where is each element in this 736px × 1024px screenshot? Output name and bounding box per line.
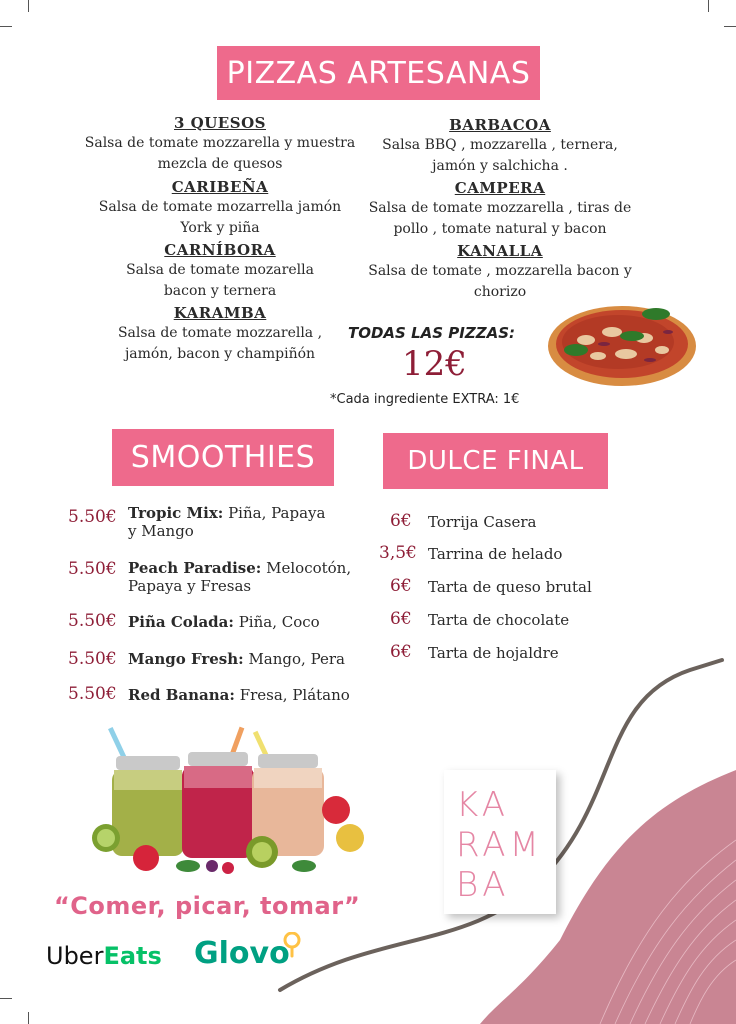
dessert-price: 6€ — [390, 642, 412, 662]
pizza-name: KARAMBA — [173, 304, 267, 322]
pizza-item — [350, 242, 650, 303]
logo-line: BA — [456, 865, 510, 905]
pizza-desc: Salsa de tomate mozzarella , tiras de — [368, 200, 632, 216]
smoothie-desc: Fresa, Plátano — [239, 686, 350, 704]
pizza-name: 3 QUESOS — [174, 114, 266, 132]
pizza-desc: Salsa de tomate mozarella — [126, 262, 314, 278]
pizza-item — [60, 114, 380, 175]
pizza-name: BARBACOA — [449, 116, 551, 134]
smoothie-price: 5.50€ — [68, 611, 117, 631]
pizza-name: CAMPERA — [454, 179, 546, 197]
smoothie-price: 5.50€ — [68, 684, 117, 704]
all-pizzas-price: 12€ — [402, 344, 467, 384]
pizza-desc: Salsa de tomate mozzarella y muestra — [84, 135, 356, 151]
dulce-title-banner — [383, 433, 608, 489]
glovo-pin-icon — [283, 932, 301, 958]
pizza-desc: Salsa BBQ , mozzarella , ternera, — [382, 137, 618, 153]
smoothie-desc: Papaya y Fresas — [128, 577, 252, 595]
pizza-name: CARIBEÑA — [171, 178, 269, 196]
smoothie-name: Mango Fresh: — [128, 650, 244, 668]
pizza-desc: mezcla de quesos — [157, 156, 283, 172]
glovo-logo — [194, 936, 290, 971]
pizza-desc: pollo , tomate natural y bacon — [393, 221, 607, 237]
smoothie-name: Piña Colada: — [128, 613, 234, 631]
pizza-desc: chorizo — [473, 284, 527, 300]
slogan: “Comer, picar, tomar” — [54, 892, 361, 920]
smoothie-text — [128, 613, 320, 631]
dessert-price: 3,5€ — [379, 543, 417, 563]
dessert-name: Tarta de hojaldre — [428, 644, 559, 662]
pizza-item — [60, 304, 380, 365]
smoothie-price: 5.50€ — [68, 507, 117, 527]
pizza-desc: York y piña — [180, 220, 260, 236]
dessert-name: Tarta de queso brutal — [428, 578, 592, 596]
pizza-desc: jamón, bacon y champiñón — [124, 346, 316, 362]
smoothie-desc: y Mango — [128, 522, 194, 540]
dulce-title: DULCE FINAL — [407, 446, 584, 476]
smoothie-desc: Melocotón, — [266, 559, 352, 577]
smoothie-text — [128, 559, 351, 595]
smoothie-desc: Mango, Pera — [248, 650, 345, 668]
smoothie-desc: Piña, Coco — [238, 613, 320, 631]
pizza-item — [350, 116, 650, 177]
smoothie-name: Peach Paradise: — [128, 559, 262, 577]
smoothie-jars-image — [92, 726, 368, 878]
smoothie-text — [128, 650, 345, 668]
pizza-item — [60, 178, 380, 239]
pizza-desc: jamón y salchicha . — [432, 158, 568, 174]
extra-ingredient-note: *Cada ingrediente EXTRA: 1€ — [330, 392, 520, 407]
dessert-price: 6€ — [390, 576, 412, 596]
glovo-text: Glovo — [194, 936, 290, 971]
smoothies-title-banner — [112, 429, 334, 486]
pizzas-title-banner — [217, 46, 540, 100]
pizza-name: CARNÍBORA — [164, 241, 276, 259]
pizza-name: KANALLA — [457, 242, 543, 260]
smoothie-desc: Piña, Papaya — [228, 504, 326, 522]
smoothie-name: Tropic Mix: — [128, 504, 224, 522]
pizza-image — [546, 298, 698, 390]
dessert-price: 6€ — [390, 511, 412, 531]
dessert-price: 6€ — [390, 609, 412, 629]
dessert-name: Torrija Casera — [428, 513, 537, 531]
smoothie-text — [128, 686, 350, 704]
pizza-item — [60, 241, 380, 302]
logo-line: RAM — [456, 825, 543, 865]
uber-text: Uber — [46, 942, 104, 970]
pizzas-title: PIZZAS ARTESANAS — [226, 55, 531, 91]
all-pizzas-label: TODAS LAS PIZZAS: — [348, 324, 515, 342]
smoothie-price: 5.50€ — [68, 649, 117, 669]
pizza-desc: Salsa de tomate , mozzarella bacon y — [368, 263, 632, 279]
smoothies-title: SMOOTHIES — [130, 440, 316, 475]
dessert-name: Tarta de chocolate — [428, 611, 570, 629]
pizza-desc: Salsa de tomate mozarrella jamón — [98, 199, 342, 215]
karamba-logo — [444, 770, 556, 914]
pizza-desc: bacon y ternera — [163, 283, 277, 299]
smoothie-text — [128, 504, 325, 540]
smoothie-name: Red Banana: — [128, 686, 235, 704]
logo-line: KA — [456, 785, 509, 825]
dessert-name: Tarrina de helado — [428, 545, 563, 563]
eats-text: Eats — [103, 942, 162, 970]
pizza-item — [350, 179, 650, 240]
pizza-desc: Salsa de tomate mozzarella , — [117, 325, 323, 341]
smoothie-price: 5.50€ — [68, 559, 117, 579]
uber-eats-logo — [46, 942, 162, 970]
